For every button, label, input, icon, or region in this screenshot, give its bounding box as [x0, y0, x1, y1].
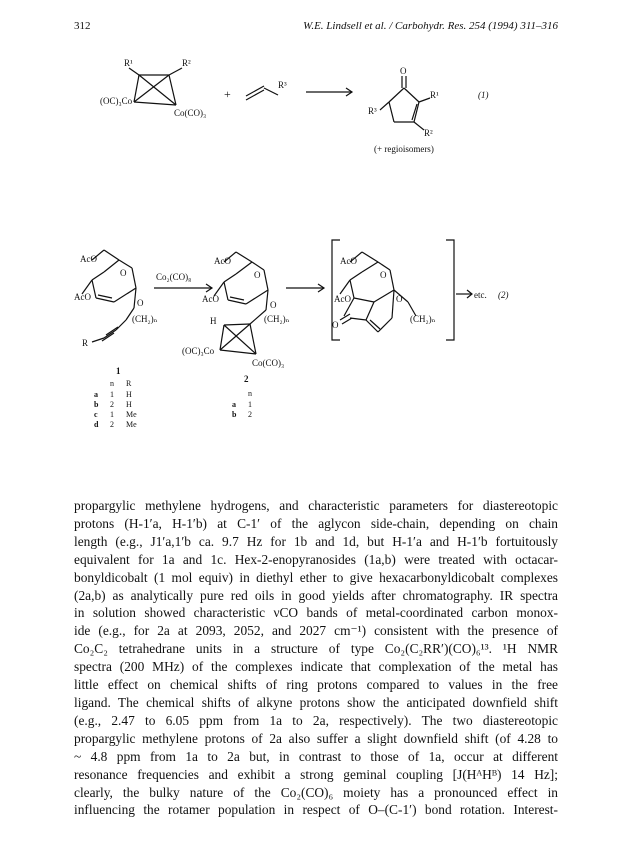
svg-text:a: a [232, 400, 236, 409]
eq1-product-r3: R³ [368, 106, 377, 116]
svg-text:b: b [94, 400, 99, 409]
eq2-chain-1: (CH₂)ₙ [132, 314, 158, 324]
eq2-r-label: R [82, 338, 89, 348]
body-line: clearly, the bulky nature of the Co₂(CO)₆ moiety has a pronounced effect in [74, 784, 558, 800]
reaction-arrow-2a [154, 284, 212, 292]
substituent-table-1 [94, 379, 137, 429]
eq2-o-2-glyco: O [270, 300, 277, 310]
eq1-product-r2: R² [424, 128, 433, 138]
eq1-co-left: (OC)₃Co [100, 96, 133, 106]
regioisomers-note: (+ regioisomers) [374, 144, 434, 154]
eq2-o-1: O [120, 268, 127, 278]
cyclopentenone-product [380, 76, 430, 130]
eq2-o-2: O [254, 270, 261, 280]
eq1-plus: + [224, 87, 231, 101]
body-line: spectra (200 MHz) of the complexes indicate that complexation of the metal has [74, 659, 558, 675]
eq2-o-3: O [380, 270, 387, 280]
eq2-co-right: Co(CO)₃ [252, 358, 285, 368]
body-line: ligand. The chemical shifts of alkyne protons show the anticipated downfield shift [74, 694, 558, 710]
body-line: bonyldicobalt (1 mol equiv) in diethyl ether to give hexacarbonyldicobalt complexes [74, 569, 558, 585]
reaction-arrow-2b [286, 284, 324, 292]
eq1-number: (1) [478, 90, 489, 100]
body-line: (2a,b) as analytically pure red oils in good yields after chromatography. IR spectra [74, 587, 558, 603]
body-line: ~ 4.8 ppm from 1a to 2a but, in contrast to those of 1a, occur at different [74, 748, 558, 764]
scheme-drawing [74, 40, 558, 480]
substituent-table-2 [232, 389, 252, 419]
eq2-co-left: (OC)₃Co [182, 346, 215, 356]
page-number: 312 [74, 20, 91, 32]
eq2-chain-3: (CH₂)ₙ [410, 314, 436, 324]
svg-text:2: 2 [110, 400, 114, 409]
svg-text:R: R [126, 379, 132, 388]
eq1-co-right: Co(CO)₃ [174, 108, 207, 118]
svg-text:2: 2 [248, 410, 252, 419]
body-line: equivalent for 1a and 1c. Hex-2-enopyranosides (1a,b) were treated with octacar- [74, 551, 558, 567]
svg-text:1: 1 [248, 400, 252, 409]
eq2-aco-3a: AcO [340, 256, 357, 266]
eq2-etc: etc. [474, 290, 487, 300]
body-line: propargylic methylene hydrogens, and characteristic parameters for diastereotopic [74, 498, 558, 513]
eq2-aco-1a: AcO [80, 254, 97, 264]
eq2-reagent: Co₂(CO)₈ [156, 272, 192, 282]
compound-2-label: 2 [244, 374, 249, 384]
body-line: ide (e.g., for 2a at 2093, 2052, and 2027 cm⁻¹) consistent with the presence of [74, 623, 558, 639]
svg-text:n: n [248, 389, 252, 398]
svg-text:Me: Me [126, 410, 137, 419]
body-paragraph [74, 497, 558, 819]
svg-text:1: 1 [110, 390, 114, 399]
eq2-aco-3b: AcO [334, 294, 351, 304]
eq1-r3-label: R³ [278, 80, 287, 90]
eq2-h-label: H [210, 316, 217, 326]
body-line: little effect on chemical shifts of ring protons compared to values in the free [74, 677, 558, 693]
eq1-product-r1: R¹ [430, 90, 439, 100]
body-line: (e.g., 2.47 to 6.05 ppm from 1a to 2a, respectively). The two diastereotopic [74, 712, 558, 728]
eq2-aco-2b: AcO [202, 294, 219, 304]
body-line: length (e.g., J1′a,1′b ca. 9.7 Hz for 1b and 1d, but H-1′a and H-1′b fortuitously [74, 533, 558, 549]
reaction-arrow-1 [306, 88, 352, 96]
svg-text:d: d [94, 420, 99, 429]
svg-text:b: b [232, 410, 237, 419]
body-line: propargylic methylene protons of 2a also suffer a slight downfield shift (of 4.28 to [74, 730, 558, 746]
cobalt-alkyne-complex-1 [129, 68, 182, 105]
reaction-scheme [74, 40, 558, 480]
running-head: W.E. Lindsell et al. / Carbohydr. Res. 254 (1994) 311–316 [303, 20, 558, 32]
body-line: Co₂C₂ tetrahedrane units in a structure of type Co₂(C₂RR′)(CO)₆¹³. ¹H NMR [74, 641, 558, 657]
body-line: protons (H-1′a, H-1′b) at C-1′ of the aglycon side-chain, depending on chain [74, 515, 558, 531]
eq2-chain-2: (CH₂)ₙ [264, 314, 290, 324]
compound-1-label: 1 [116, 366, 121, 376]
svg-text:c: c [94, 410, 98, 419]
svg-text:H: H [126, 400, 132, 409]
page-header [74, 20, 558, 36]
eq2-o-1-glyco: O [137, 298, 144, 308]
eq2-aco-1b: AcO [74, 292, 91, 302]
body-line: in solution showed characteristic νCO bands of metal-coordinated carbon monox- [74, 605, 558, 621]
svg-text:n: n [110, 379, 114, 388]
svg-text:1: 1 [110, 410, 114, 419]
cobalt-alkyne-complex-2 [220, 324, 256, 354]
svg-text:2: 2 [110, 420, 114, 429]
eq1-oxygen: O [400, 66, 407, 76]
reaction-arrow-etc [456, 290, 472, 298]
svg-text:a: a [94, 390, 98, 399]
body-line: resonance frequencies and exhibit a strong geminal coupling [J(HᴬHᴮ) 14 Hz]; [74, 766, 558, 782]
eq1-r1-label: R¹ [124, 58, 133, 68]
eq2-carbonyl-o: O [332, 320, 339, 330]
eq2-o-3-glyco: O [396, 294, 403, 304]
svg-text:Me: Me [126, 420, 137, 429]
eq2-number: (2) [498, 290, 509, 300]
eq2-aco-2a: AcO [214, 256, 231, 266]
alkene-reagent [246, 86, 278, 100]
body-line: influencing the rotamer population in respect of O–(C-1′) bond rotation. Interest- [74, 802, 558, 818]
eq1-r2-label: R² [182, 58, 191, 68]
svg-text:H: H [126, 390, 132, 399]
